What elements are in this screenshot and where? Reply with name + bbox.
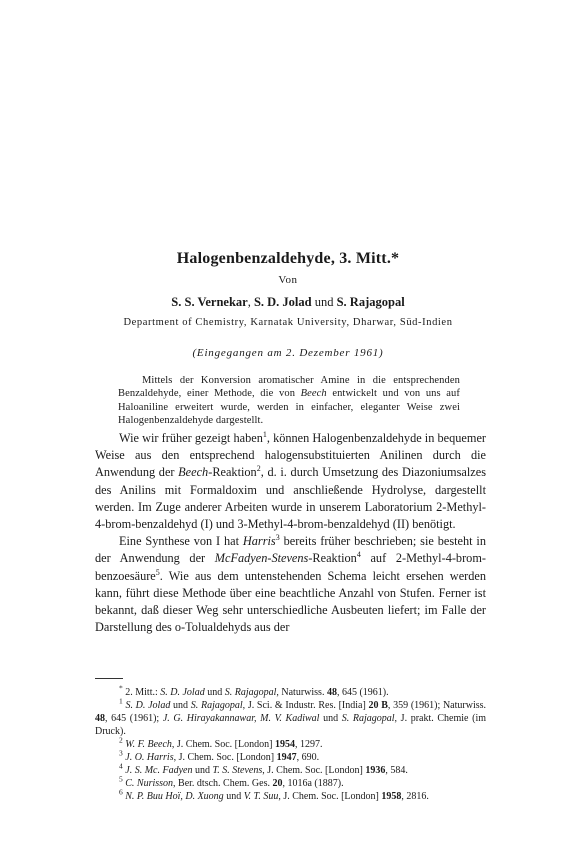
author-3: S. Rajagopal — [336, 295, 405, 309]
footnote-divider — [95, 678, 123, 679]
body-text-run: -Reaktion — [308, 551, 357, 566]
footnote-author: C. Nurisson — [125, 778, 174, 789]
footnote-author: S. Rajagopal — [341, 713, 395, 724]
abstract-text: entwickelt und von uns auf Haloaniline erweitert wurde, werden in einfacher, eleganter Weise zwei Halogenbenzaldehyde dargestellt. — [118, 388, 460, 427]
footnote-author: J. G. Hirayakannawar, M. V. Kadiwal — [162, 713, 320, 724]
footnote-ref: 1 — [262, 429, 267, 439]
footnote-author: T. S. Stevens — [212, 765, 263, 776]
footnote-mark: 3 — [119, 748, 123, 758]
footnote-volume: 48 — [95, 713, 105, 724]
abstract — [118, 374, 460, 428]
footnote-text: , Ber. dtsch. Chem. Ges. — [173, 778, 273, 789]
footnote-text: , J. Chem. Soc. [London] — [262, 765, 366, 776]
body-text-run: , d. i. durch Umsetzung des Diazoniumsalzes des Anilins mit Formaldoxim und anschließende Hydrolyse, dargestellt werden. Im Zuge anderer Arbeiten wurde in unserem Laboratorium 2-Methyl-4-brom-benzaldehyd (I) und 3-Methyl-4-brom-benzaldehyd (II) benötigt. — [95, 465, 486, 532]
footnote-item — [95, 761, 486, 777]
footnote-volume: 20 B — [368, 700, 388, 711]
footnote-mark: * — [119, 683, 123, 693]
footnote-mark: 4 — [119, 761, 123, 771]
author-1: S. S. Vernekar — [171, 295, 248, 309]
body-text-run: , können Halogenbenzaldehyde in bequemer Weise aus den entsprechend halogensubstituierten Anilinen durch die Anwendung der — [95, 431, 486, 480]
footnote-item — [95, 774, 486, 790]
footnote-mark: 2 — [119, 735, 123, 745]
footnote-ref: 2 — [256, 464, 261, 474]
author-separator: , — [247, 295, 254, 309]
footnote-text: , J. prakt. Chemie (im Druck). — [95, 713, 487, 737]
footnote-text: , J. Chem. Soc. [London] — [278, 791, 382, 802]
footnote-author: S. D. Jolad — [125, 700, 171, 711]
footnote-author: V. T. Suu — [243, 791, 279, 802]
body-text-run: auf 2-Methyl-4-brom-benzoesäure — [95, 551, 486, 583]
footnote-text: und — [192, 765, 213, 776]
footnote-text: 2. Mitt.: — [122, 687, 161, 698]
footnote-author: J. O. Harris — [125, 752, 174, 763]
footnote-author: S. Rajagopal — [224, 687, 277, 698]
abstract-paragraph — [118, 374, 460, 428]
author-and: und — [311, 295, 337, 309]
footnote-text: , 2816. — [401, 791, 429, 802]
footnote-text: , J. Chem. Soc. [London] — [171, 739, 275, 750]
author-ref: Beech — [178, 465, 209, 480]
footnote-text: und — [223, 791, 244, 802]
footnote-volume: 1958 — [381, 791, 402, 802]
abstract-author-ref: Beech — [300, 388, 327, 400]
footnote-text: und — [319, 713, 342, 724]
footnote-text: , 1016a (1887). — [282, 778, 344, 789]
footnote-item — [95, 735, 486, 751]
footnote-mark: 1 — [119, 696, 123, 706]
footnote-item — [95, 696, 487, 738]
body-text-run: Eine Synthese von I hat — [119, 534, 243, 549]
footnote-text: und — [170, 700, 191, 711]
footnote-text: und — [204, 687, 225, 698]
footnote-ref: 3 — [275, 533, 280, 543]
footnote-item — [95, 787, 486, 803]
footnote-mark: 5 — [119, 774, 123, 784]
footnote-volume: 1947 — [276, 752, 297, 763]
footnote-author: S. Rajagopal — [190, 700, 243, 711]
by-label: Von — [278, 274, 298, 286]
footnote-text: , J. Chem. Soc. [London] — [173, 752, 277, 763]
footnote-author: N. P. Buu Hoï, D. Xuong — [125, 791, 224, 802]
abstract-text: Mittels der Konversion aromatischer Amine in die entsprechenden Benzaldehyde, einer Methode, die von — [118, 375, 460, 400]
body-paragraph-1 — [95, 430, 486, 533]
body-paragraph-2 — [95, 533, 486, 636]
footnote-text: , 584. — [385, 765, 408, 776]
footnotes — [95, 683, 487, 803]
footnote-text: , 645 (1961). — [336, 687, 389, 698]
author-2: S. D. Jolad — [253, 295, 312, 309]
body-text-run: . Wie aus dem untenstehenden Schema leicht ersehen werden kann, führt diese Methode über eine beachtliche Anzahl von Stufen. Ferner ist bekannt, daß dieser Weg sehr unterschiedliche Ausbeuten liefert; im Falle der Darstellung des o-Tolualdehyds aus der — [95, 568, 486, 635]
footnote-author: S. D. Jolad — [160, 687, 205, 698]
footnote-volume: 1936 — [365, 765, 386, 776]
footnote-volume: 20 — [272, 778, 283, 789]
author-ref: McFadyen-Stevens — [214, 551, 309, 566]
author-ref: Harris — [242, 534, 276, 549]
author-list — [0, 295, 576, 310]
footnote-text: , 1297. — [294, 739, 323, 750]
footnote-mark: 6 — [119, 787, 123, 797]
footnote-author: J. S. Mc. Fadyen — [125, 765, 193, 776]
footnote-item — [95, 683, 486, 699]
footnote-volume: 48 — [326, 687, 337, 698]
footnote-volume: 1954 — [274, 739, 295, 750]
body-text — [95, 430, 486, 636]
footnote-item — [95, 748, 486, 764]
footnote-text: , 690. — [296, 752, 320, 763]
footnote-text: , J. Sci. & Industr. Res. [India] — [242, 700, 369, 711]
footnote-text: , Naturwiss. — [276, 687, 327, 698]
body-text-run: bereits früher beschrieben; sie besteht in der Anwendung der — [95, 534, 486, 566]
received-date: (Eingegangen am 2. Dezember 1961) — [192, 347, 384, 359]
footnote-text: , 359 (1961); Naturwiss. — [387, 700, 487, 711]
footnote-text: , 645 (1961); — [105, 713, 163, 724]
body-text-run: -Reaktion — [208, 465, 257, 480]
body-text-run: Wie wir früher gezeigt haben — [119, 431, 263, 445]
footnote-ref: 5 — [155, 567, 160, 577]
footnote-ref: 4 — [356, 550, 361, 560]
footnote-author: W. F. Beech — [125, 739, 172, 750]
article-title: Halogenbenzaldehyde, 3. Mitt.* — [176, 250, 400, 267]
affiliation: Department of Chemistry, Karnatak University, Dharwar, Süd-Indien — [123, 317, 453, 328]
